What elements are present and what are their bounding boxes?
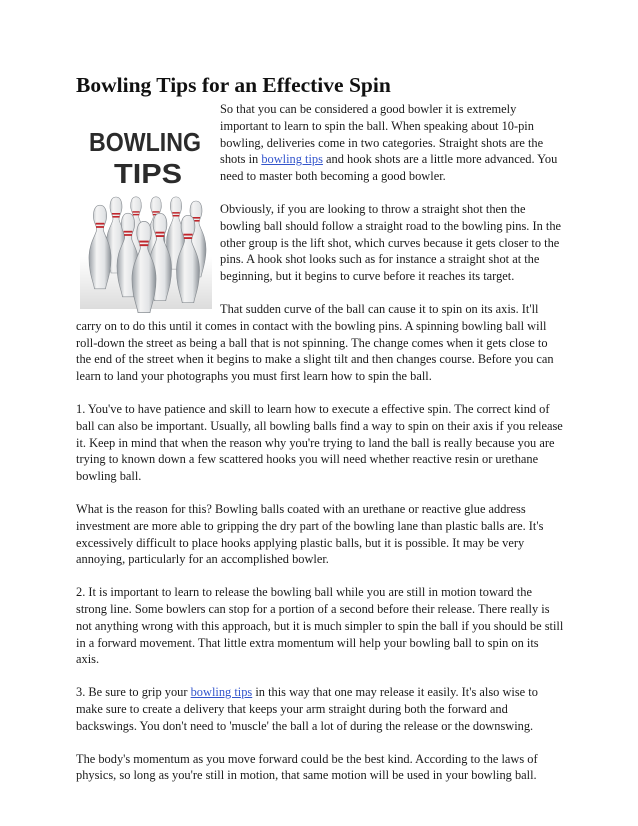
paragraph-5: What is the reason for this? Bowling balls coated with an urethane or reactive glue address investment are more able to gripping the dry part of the bowling lane than plastic balls are. It's excessively difficult to place hooks applying plastic balls, but it is possible. It may be very annoying, particularly for an accomplished bowler. xyxy=(76,501,544,567)
bowling-tips-link[interactable]: bowling tips xyxy=(261,152,323,167)
article xyxy=(76,72,564,800)
bowling-tips-link[interactable]: bowling tips xyxy=(190,685,253,700)
paragraph-6: 2. It is important to learn to release the bowling ball while you are still in motion toward the strong line. Some bowlers can stop for a portion of a second before their release. There really is not anything wrong with this approach, but it is much simpler to spin the ball if you should be still in a forward movement. That little extra momentum will help your bowling ball to spin on its axis. xyxy=(76,585,564,667)
paragraph-1: So that you can be considered a good bowler it is extremely important to learn to spin the ball. When speaking about 10-pin bowling, deliveries come in two categories. Straight shots are the shots in bowling tips and hook shots are a little more advanced. You need to master both becoming a good bowler. xyxy=(220,102,558,184)
paragraph-2: Obviously, if you are looking to throw a straight shot then the bowling ball should follow a straight road to the bowling pins. In the other group is the lift shot, which curves because it gets closer to the pins. A hook shot looks such as for instance a straight shot at the beginning, but it begins to curve before it reaches its target. xyxy=(220,201,562,284)
logo-text-line2: Tips xyxy=(114,158,182,189)
bowling-tips-logo-image xyxy=(76,107,214,317)
logo-text-line1: Bowling xyxy=(89,127,201,157)
article-title: Bowling Tips for an Effective Spin xyxy=(76,73,391,97)
paragraph-3: That sudden curve of the ball can cause it to spin on its axis. It'll carry on to do this until it comes in contact with the bowling pins. A spinning bowling ball will roll-down the street as being a ball that is not spinning. The change comes when it gets close to the end of the street when it begins to make a slight tilt and then changes course. Before you can learn to land your photographs you must first learn how to spin the ball. xyxy=(76,301,554,384)
paragraph-4: 1. You've to have patience and skill to learn how to execute a effective spin. The correct kind of ball can also be important. Usually, all bowling balls find a way to spin on their axis if you release it. Keep in mind that when the reason why you're trying to land the ball is really because you are trying to known down a few scattered hooks you will need whether reactive resin or urethane bowling ball. xyxy=(76,401,563,484)
paragraph-7: 3. Be sure to grip your bowling tips in this way that one may release it easily. It's also wise to make sure to create a delivery that keeps your arm straight during both the forward and backswings. You don't need to 'muscle' the ball a lot of during the release or the downswing. xyxy=(76,685,538,733)
paragraph-8: The body's momentum as you move forward could be the best kind. According to the laws of physics, so long as you're still in motion, that same motion will be used in your bowling ball. xyxy=(76,751,538,783)
